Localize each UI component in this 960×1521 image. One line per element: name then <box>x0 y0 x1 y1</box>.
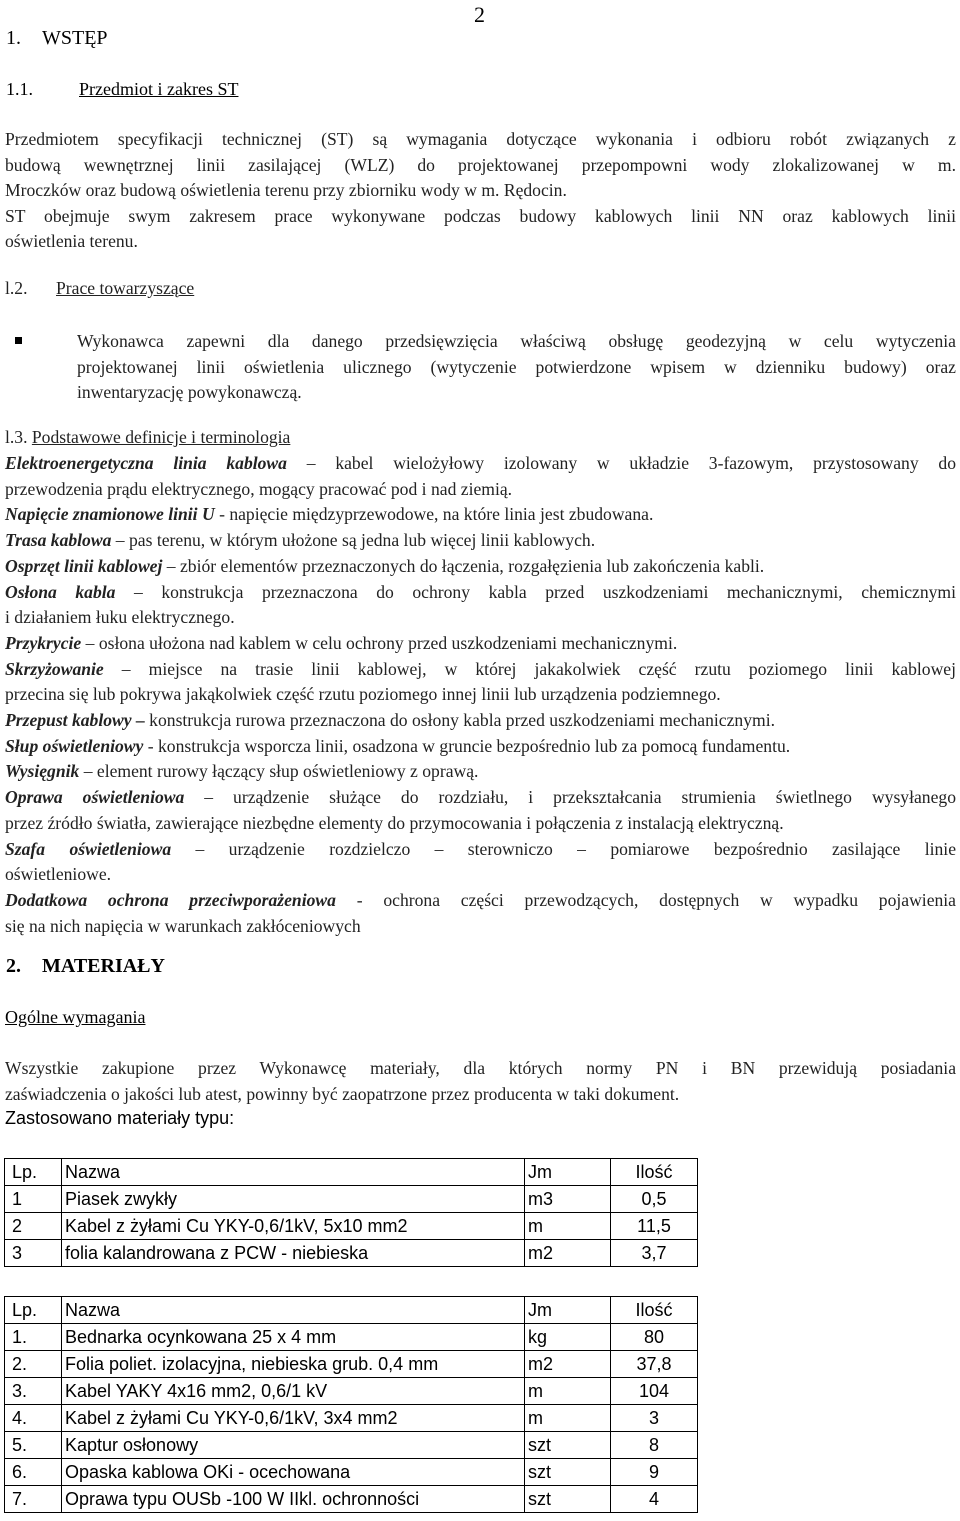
table-cell: m2 <box>525 1240 611 1267</box>
definition-item <box>5 734 956 760</box>
definition-text: – kabel wielożyłowy izolowany w układzie 3-fazowym, przystosowany do <box>286 453 956 473</box>
table-cell: szt <box>525 1486 611 1513</box>
materials-table-1 <box>4 1158 698 1267</box>
table-cell: kg <box>525 1324 611 1351</box>
section-number: 1. <box>6 27 21 49</box>
definition-term: Przepust kablowy – <box>5 710 145 731</box>
bullet-line: projektowanej linii oświetlenia ulicznego (wytyczenie potwierdzone wpisem w dzienniku budowy) oraz <box>77 356 956 377</box>
table-cell: Kabel YAKY 4x16 mm2, 0,6/1 kV <box>62 1378 525 1405</box>
definition-term: Osłona kabla <box>5 581 116 602</box>
table-cell: m3 <box>525 1186 611 1213</box>
table-row <box>5 1486 698 1513</box>
subsection-heading-przedmiot <box>6 79 238 100</box>
definition-item <box>5 837 956 888</box>
header-cell: Nazwa <box>62 1159 525 1186</box>
paragraph-line: zaświadczenia o jakości lub atest, powinny być zaopatrzone przez producenta w taki dokument. <box>5 1083 680 1104</box>
section-heading-wstep <box>6 27 108 50</box>
definition-term: Przykrycie <box>5 632 82 653</box>
definition-text: konstrukcja rurowa przeznaczona do osłony kabla przed uszkodzeniami mechanicznymi. <box>144 710 775 731</box>
table-cell: 3 <box>611 1405 698 1432</box>
intro-paragraph <box>5 127 956 255</box>
table-cell: 3 <box>5 1240 62 1267</box>
table-row <box>5 1405 698 1432</box>
definition-item <box>5 657 956 708</box>
definition-item <box>5 888 956 939</box>
subsection-number: l.2. <box>5 278 28 298</box>
section-title: WSTĘP <box>42 27 108 49</box>
table-cell: m <box>525 1213 611 1240</box>
table-cell: 4. <box>5 1405 62 1432</box>
materials-title: Zastosowano materiały typu: <box>5 1108 235 1128</box>
definition-text: i działaniem łuku elektrycznego. <box>5 607 235 628</box>
table-cell: Oprawa typu OUSb -100 W IIkl. ochronności <box>62 1486 525 1513</box>
definition-text: przez źródło światła, zawierające niezbędne elementy do przymocowania i połączenia z instalacją elektryczną. <box>5 812 784 833</box>
section-title: MATERIAŁY <box>42 955 165 977</box>
table-cell: Bednarka ocynkowana 25 x 4 mm <box>62 1324 525 1351</box>
table-cell: Kaptur osłonowy <box>62 1432 525 1459</box>
definition-term: Elektroenergetyczna linia kablowa <box>5 453 287 473</box>
definition-text: - napięcie międzyprzewodowe, na które linia jest zbudowana. <box>214 504 654 525</box>
section-heading-materialy <box>6 955 165 978</box>
table-cell: Folia poliet. izolacyjna, niebieska grub. 0,4 mm <box>62 1351 525 1378</box>
table-cell: m <box>525 1405 611 1432</box>
table-cell: folia kalandrowana z PCW - niebieska <box>62 1240 525 1267</box>
paragraph-line: budową wewnętrznej linii zasilającej (WLZ) do projektowanej przepompowni wody zlokalizowanej w m. <box>5 154 956 175</box>
table-cell: 5. <box>5 1432 62 1459</box>
definition-item <box>5 785 956 836</box>
definition-text: oświetleniowe. <box>5 864 112 885</box>
table-cell: Kabel z żyłami Cu YKY-0,6/1kV, 5x10 mm2 <box>62 1213 525 1240</box>
definition-item <box>5 631 956 657</box>
definition-term: Słup oświetleniowy <box>5 735 144 756</box>
table-row <box>5 1351 698 1378</box>
definition-text: się na nich napięcia w warunkach zakłóceniowych <box>5 915 361 936</box>
definition-term: Szafa oświetleniowa <box>5 838 172 859</box>
table-cell: 8 <box>611 1432 698 1459</box>
definitions-list <box>5 451 956 939</box>
paragraph-line: oświetlenia terenu. <box>5 231 138 251</box>
definition-text: przewodzenia prądu elektrycznego, mogący pracować pod i nad ziemią. <box>5 478 513 499</box>
table-cell: 1 <box>5 1186 62 1213</box>
table-cell: 4 <box>611 1486 698 1513</box>
table-cell: 6. <box>5 1459 62 1486</box>
table-cell: m <box>525 1378 611 1405</box>
table-cell: szt <box>525 1432 611 1459</box>
table-header-row <box>5 1159 698 1186</box>
definition-term: Osprzęt linii kablowej <box>5 555 163 576</box>
header-cell: Jm <box>525 1297 611 1324</box>
header-cell: Lp. <box>5 1297 62 1324</box>
paragraph-line: Wszystkie zakupione przez Wykonawcę materiały, dla których normy PN i BN przewidują posiadania <box>5 1058 956 1078</box>
definition-text: - ochrona części przewodzących, dostępnych w wypadku pojawienia <box>335 889 956 910</box>
header-cell: Jm <box>525 1159 611 1186</box>
table-row <box>5 1213 698 1240</box>
header-cell: Ilość <box>611 1159 698 1186</box>
table-row <box>5 1432 698 1459</box>
definition-item <box>5 759 956 785</box>
definition-text: – osłona ułożona nad kablem w celu ochrony przed uszkodzeniami mechanicznymi. <box>81 632 678 653</box>
bullet-line: inwentaryzację powykonawczą. <box>77 382 302 402</box>
paragraph-line: ST obejmuje swym zakresem prace wykonywane podczas budowy kablowych linii NN oraz kablowych linii <box>5 205 956 226</box>
header-cell: Lp. <box>5 1159 62 1186</box>
table-cell: 3,7 <box>611 1240 698 1267</box>
definition-term: Dodatkowa ochrona przeciwporażeniowa <box>5 889 336 910</box>
table-cell: 37,8 <box>611 1351 698 1378</box>
definition-term: Oprawa oświetleniowa <box>5 787 185 808</box>
subsection-title: Prace towarzyszące <box>56 278 195 298</box>
table-cell: 2. <box>5 1351 62 1378</box>
subsection-number: l.3. <box>5 427 28 447</box>
table-row <box>5 1378 698 1405</box>
table-cell: Piasek zwykły <box>62 1186 525 1213</box>
definition-term: Skrzyżowanie <box>5 658 104 679</box>
table-cell: Opaska kablowa OKi - ocechowana <box>62 1459 525 1486</box>
header-cell: Ilość <box>611 1297 698 1324</box>
table-cell: 1. <box>5 1324 62 1351</box>
table-cell: 2 <box>5 1213 62 1240</box>
definition-text: – urządzenie rozdzielczo – sterowniczo – pomiarowe bezpośrednio zasilające linie <box>171 838 956 859</box>
table-row <box>5 1240 698 1267</box>
table-row <box>5 1459 698 1486</box>
section-number: 2. <box>6 955 21 977</box>
table-cell: m2 <box>525 1351 611 1378</box>
definition-text: – konstrukcja przeznaczona do ochrony kabla przed uszkodzeniami mechanicznymi, chemicznymi <box>115 581 956 602</box>
subsection-title: Przedmiot i zakres ST <box>79 79 239 99</box>
paragraph-line: Przedmiotem specyfikacji technicznej (ST) są wymagania dotyczące wykonania i odbioru robót związanych z <box>5 129 956 149</box>
definition-item <box>5 708 956 734</box>
definition-text: - konstrukcja wsporcza linii, osadzona w gruncie bezpośrednio lub za pomocą fundamentu. <box>143 735 791 756</box>
definition-item <box>5 528 956 554</box>
page-number: 2 <box>474 2 485 27</box>
table-cell: 11,5 <box>611 1213 698 1240</box>
definition-term: Napięcie znamionowe linii U <box>5 504 215 525</box>
definition-item <box>5 580 956 631</box>
materials-table-2 <box>4 1296 698 1513</box>
table-cell: 104 <box>611 1378 698 1405</box>
table-header-row <box>5 1297 698 1324</box>
paragraph-line: Mroczków oraz budową oświetlenia terenu przy zbiorniku wody w m. Rędocin. <box>5 180 567 200</box>
subsection-number: 1.1. <box>6 79 33 99</box>
table-row <box>5 1324 698 1351</box>
definition-text: – urządzenie służące do rozdziału, i przekształcania strumienia świetlnego wysyłanego <box>184 787 956 808</box>
definition-item <box>5 554 956 580</box>
table-row <box>5 1186 698 1213</box>
bullet-line: Wykonawca zapewni dla danego przedsięwzięcia właściwą obsługę geodezyjną w celu wytyczenia <box>77 331 956 351</box>
definition-text: – element rurowy łączący słup oświetleniowy z oprawą. <box>79 761 479 782</box>
table-cell: 80 <box>611 1324 698 1351</box>
subsection-heading-definicje <box>5 427 290 448</box>
table-cell: Kabel z żyłami Cu YKY-0,6/1kV, 3x4 mm2 <box>62 1405 525 1432</box>
definition-text: – zbiór elementów przeznaczonych do łączenia, rozgałęzienia lub zakończenia kabli. <box>162 555 765 576</box>
definition-term: Trasa kablowa <box>5 530 112 551</box>
definition-text: przecina się lub pokrywa jakąkolwiek część rzutu poziomego innej linii lub urządzenia podziemnego. <box>5 684 721 705</box>
general-paragraph <box>5 1056 956 1107</box>
definition-item <box>5 502 956 528</box>
square-bullet-icon <box>15 337 22 344</box>
subsection-title: Podstawowe definicje i terminologia <box>31 427 291 447</box>
subsection-heading-prace <box>5 278 194 299</box>
general-requirements-heading: Ogólne wymagania <box>5 1007 146 1027</box>
table-cell: szt <box>525 1459 611 1486</box>
definition-term: Wysięgnik <box>5 761 80 782</box>
header-cell: Nazwa <box>62 1297 525 1324</box>
table-cell: 3. <box>5 1378 62 1405</box>
definition-text: – miejsce na trasie linii kablowej, w której jakakolwiek część rzutu poziomego linii kablowej <box>103 658 956 679</box>
table-cell: 0,5 <box>611 1186 698 1213</box>
table-cell: 7. <box>5 1486 62 1513</box>
table-cell: 9 <box>611 1459 698 1486</box>
definition-text: – pas terenu, w którym ułożone są jedna lub więcej linii kablowych. <box>111 530 596 551</box>
definition-item <box>5 451 956 502</box>
